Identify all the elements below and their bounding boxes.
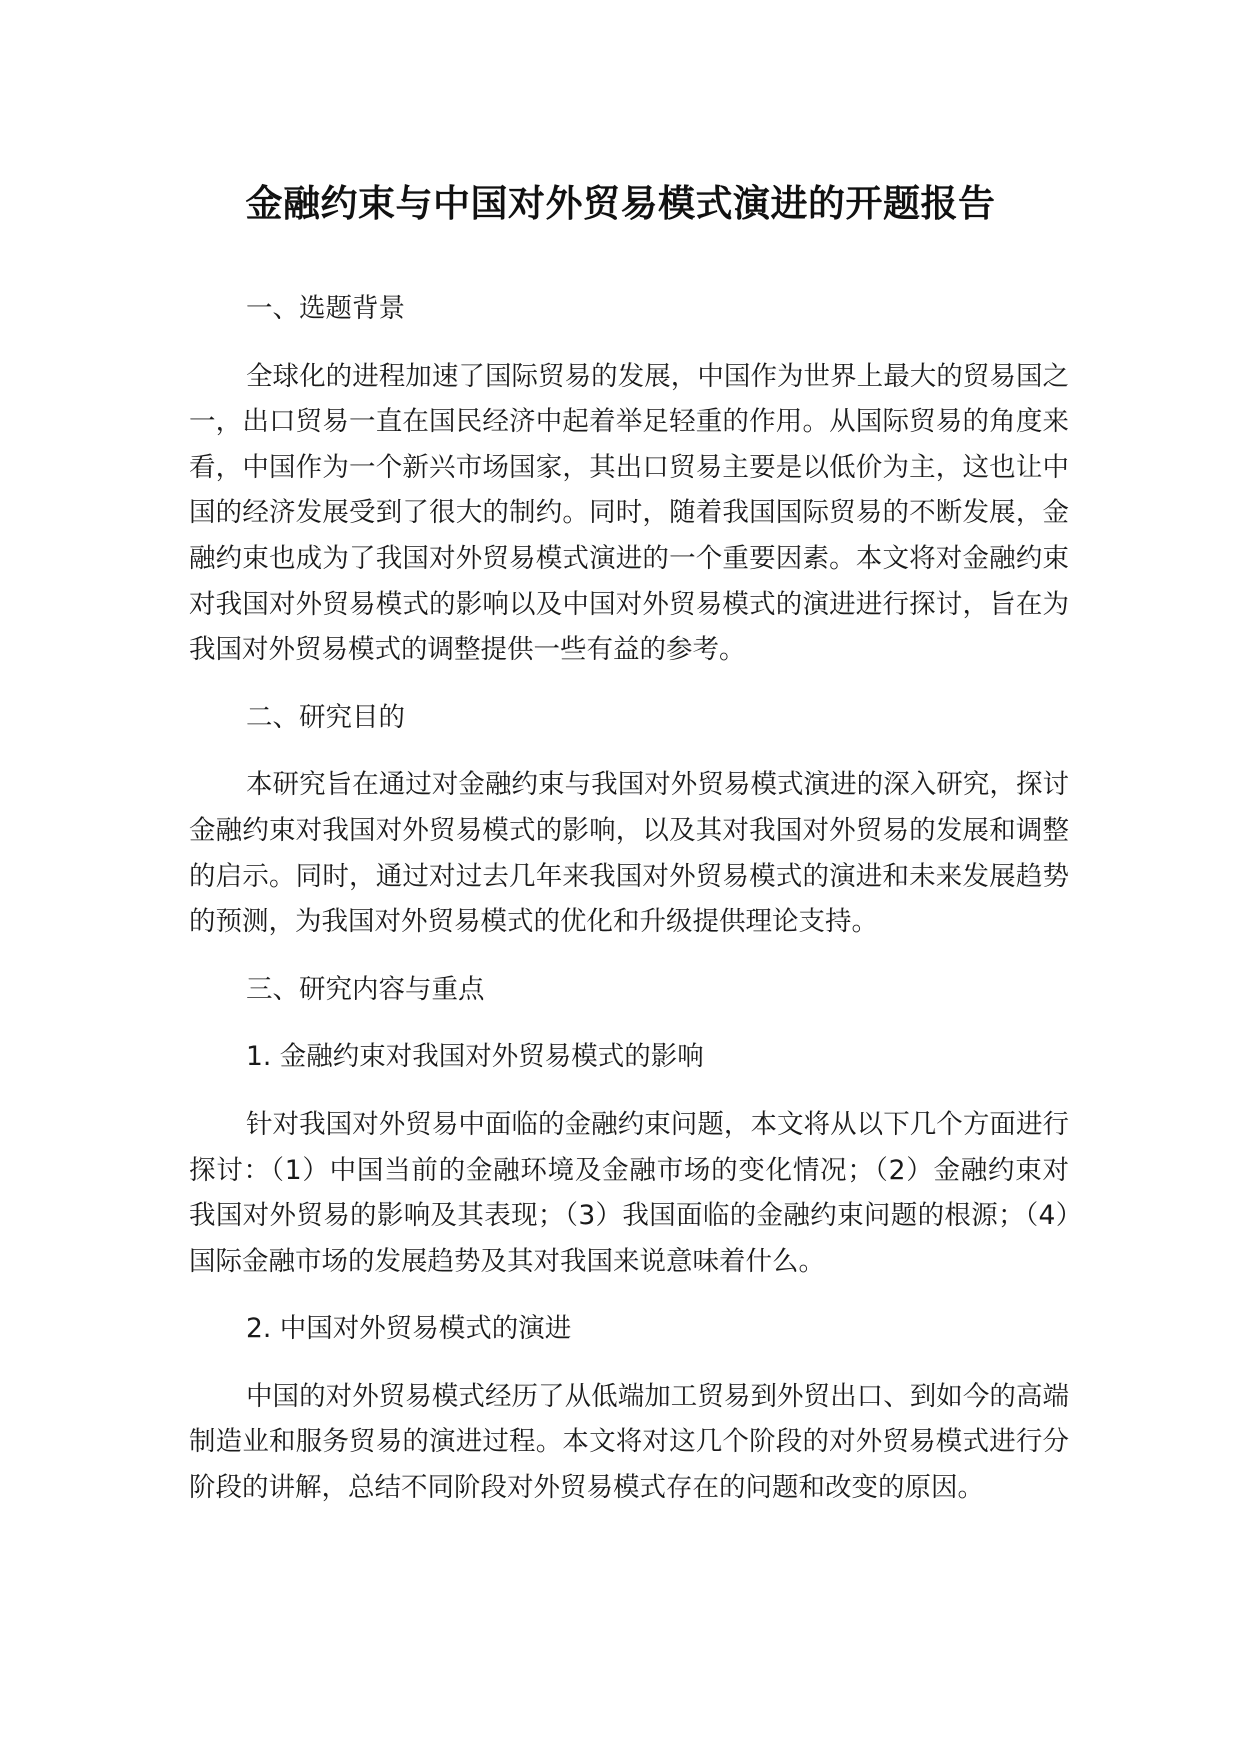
- section-heading-content: 三、研究内容与重点: [246, 973, 485, 1005]
- section-heading-purpose: 二、研究目的: [246, 701, 405, 733]
- subsection-paragraph-trade-evolution: 中国的对外贸易模式经历了从低端加工贸易到外贸出口、到如今的高端制造业和服务贸易的演进过程。本文将对这几个阶段的对外贸易模式进行分阶段的讲解，总结不同阶段对外贸易模式存在的问题和改变的原因。: [189, 1380, 1069, 1504]
- section-heading-background: 一、选题背景: [246, 293, 405, 324]
- subsection-heading-financial-constraint: 1. 金融约束对我国对外贸易模式的影响: [246, 1041, 704, 1073]
- subsection-paragraph-financial-constraint: 针对我国对外贸易中面临的金融约束问题，本文将从以下几个方面进行探讨：（1）中国当前的金融环境及金融市场的变化情况；（2）金融约束对我国对外贸易的影响及其表现；（3）我国面临的金融约束问题的根源；（4）国际金融市场的发展趋势及其对我国来说意味着什么。: [189, 1108, 1069, 1277]
- document-body: [189, 286, 1069, 1511]
- section-paragraph-background: 全球化的进程加速了国际贸易的发展，中国作为世界上最大的贸易国之一，出口贸易一直在国民经济中起着举足轻重的作用。从国际贸易的角度来看，中国作为一个新兴市场国家，其出口贸易主要是以低价为主，这也让中国的经济发展受到了很大的制约。同时，随着我国国际贸易的不断发展，金融约束也成为了我国对外贸易模式演进的一个重要因素。本文将对金融约束对我国对外贸易模式的影响以及中国对外贸易模式的演进进行探讨，旨在为我国对外贸易模式的调整提供一些有益的参考。: [189, 360, 1069, 666]
- document-title: 金融约束与中国对外贸易模式演进的开题报告: [245, 182, 996, 225]
- section-paragraph-purpose: 本研究旨在通过对金融约束与我国对外贸易模式演进的深入研究，探讨金融约束对我国对外贸易模式的影响，以及其对我国对外贸易的发展和调整的启示。同时，通过对过去几年来我国对外贸易模式的演进和未来发展趋势的预测，为我国对外贸易模式的优化和升级提供理论支持。: [189, 769, 1069, 938]
- subsection-heading-trade-evolution: 2. 中国对外贸易模式的演进: [246, 1313, 572, 1345]
